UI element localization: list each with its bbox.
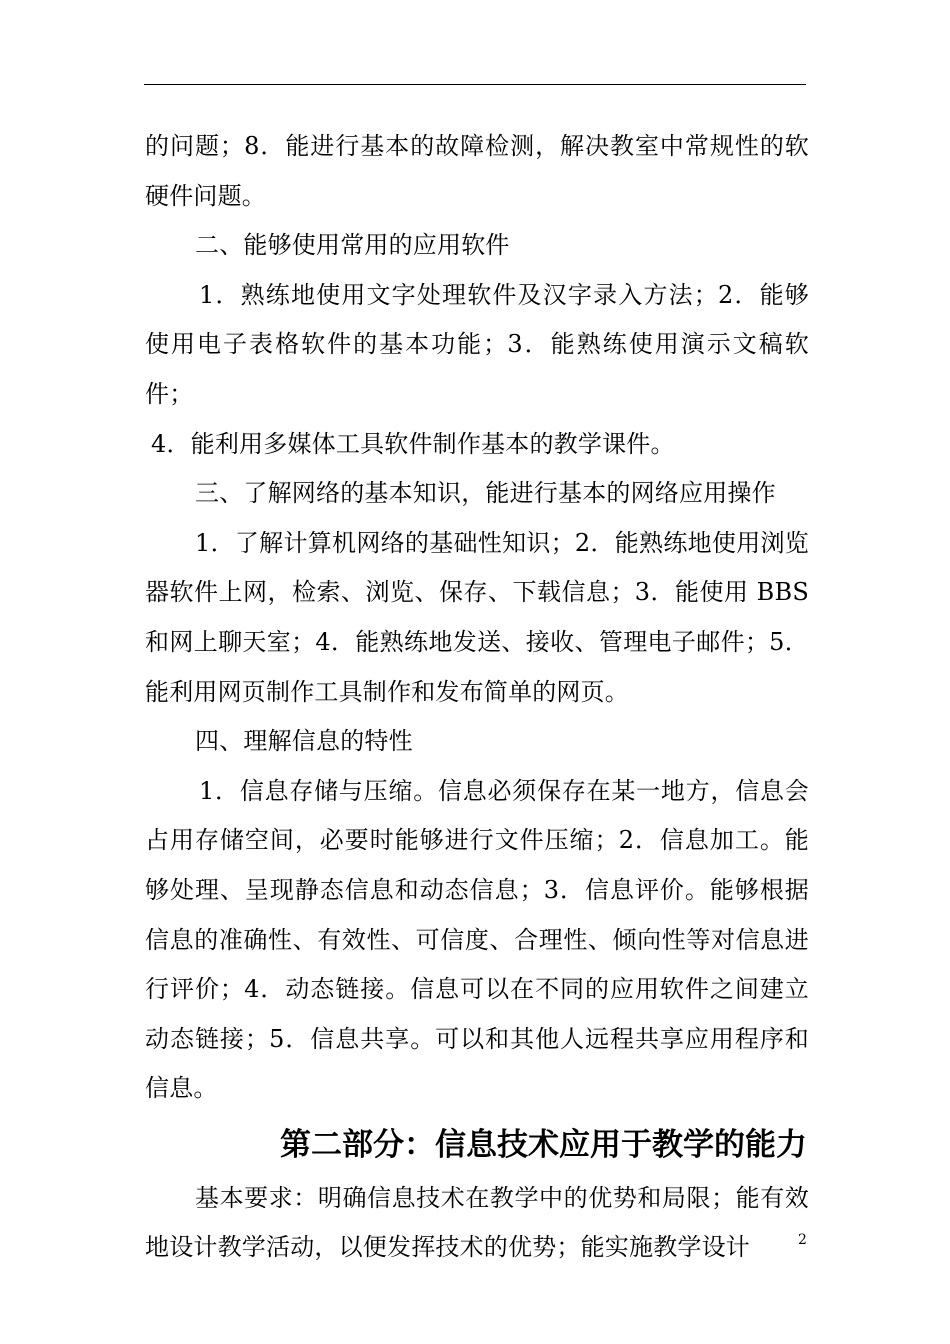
paragraph-network-skills: 1．了解计算机网络的基础性知识；2．能熟练地使用浏览器软件上网，检索、浏览、保存、下载信息；3．能使用 BBS 和网上聊天室；4．能熟练地发送、接收、管理电子邮件；5．能利用网页制作工具制作和发布简单的网页。 — [145, 528, 809, 706]
part-two-title: 第二部分：信息技术应用于教学的能力 — [280, 1126, 807, 1163]
heading-section-3: 三、了解网络的基本知识，能进行基本的网络应用操作 — [195, 479, 776, 508]
paragraph-basic-requirements: 基本要求：明确信息技术在教学中的优势和局限；能有效地设计教学活动，以便发挥技术的优势；能实施教学设计 — [145, 1183, 809, 1262]
paragraph-information-features: 1．信息存储与压缩。信息必须保存在某一地方，信息会占用存储空间，必要时能够进行文件压缩；2．信息加工。能够处理、呈现静态信息和动态信息；3．信息评价。能够根据信息的准确性、有效性、可信度、合理性、倾向性等对信息进行评价；4．动态链接。信息可以在不同的应用软件之间建立动态链接；5．信息共享。可以和其他人远程共享应用程序和信息。 — [145, 776, 809, 1103]
paragraph-software-skills: 1．熟练地使用文字处理软件及汉字录入方法；2．能够使用电子表格软件的基本功能；3．能熟练使用演示文稿软件； — [145, 280, 809, 408]
heading-section-2: 二、能够使用常用的应用软件 — [195, 231, 510, 260]
page-number: 2 — [798, 1232, 807, 1248]
page-body — [145, 122, 809, 1273]
paragraph-continuation: 的问题；8．能进行基本的故障检测，解决教室中常规性的软硬件问题。 — [145, 132, 809, 210]
heading-section-4: 四、理解信息的特性 — [195, 727, 413, 756]
header-rule — [144, 84, 806, 85]
paragraph-multimedia: 4．能利用多媒体工具软件制作基本的教学课件。 — [151, 429, 675, 458]
